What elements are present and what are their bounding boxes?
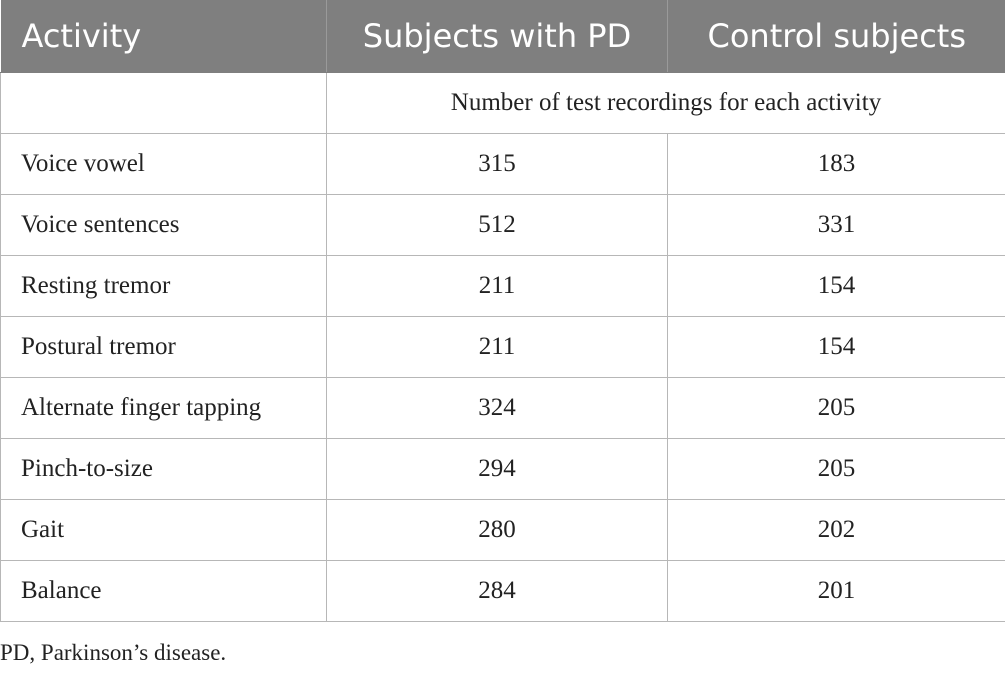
control-count-cell: 201 xyxy=(668,561,1005,622)
control-count-cell: 331 xyxy=(668,195,1005,256)
header-control-subjects: Control subjects xyxy=(668,0,1005,73)
table-row xyxy=(1,256,1005,317)
activity-cell: Alternate finger tapping xyxy=(1,378,327,439)
activity-cell: Voice vowel xyxy=(1,134,327,195)
control-count-cell: 205 xyxy=(668,439,1005,500)
table-row xyxy=(1,561,1005,622)
activity-cell: Postural tremor xyxy=(1,317,327,378)
pd-count-cell: 324 xyxy=(327,378,668,439)
pd-count-cell: 512 xyxy=(327,195,668,256)
subheader-row xyxy=(1,73,1005,134)
pd-count-cell: 294 xyxy=(327,439,668,500)
table-row xyxy=(1,134,1005,195)
subheader-label: Number of test recordings for each activity xyxy=(327,73,1005,134)
pd-count-cell: 284 xyxy=(327,561,668,622)
control-count-cell: 205 xyxy=(668,378,1005,439)
pd-count-cell: 211 xyxy=(327,256,668,317)
activity-cell: Voice sentences xyxy=(1,195,327,256)
activity-cell: Gait xyxy=(1,500,327,561)
activity-cell: Resting tremor xyxy=(1,256,327,317)
control-count-cell: 183 xyxy=(668,134,1005,195)
pd-count-cell: 315 xyxy=(327,134,668,195)
table-row xyxy=(1,317,1005,378)
table-row xyxy=(1,439,1005,500)
table-row xyxy=(1,195,1005,256)
table-row xyxy=(1,500,1005,561)
header-activity: Activity xyxy=(1,0,327,73)
control-count-cell: 202 xyxy=(668,500,1005,561)
table-header xyxy=(1,0,1005,73)
header-subjects-with-pd: Subjects with PD xyxy=(327,0,668,73)
pd-count-cell: 280 xyxy=(327,500,668,561)
control-count-cell: 154 xyxy=(668,317,1005,378)
activity-cell: Pinch-to-size xyxy=(1,439,327,500)
table-body xyxy=(1,73,1005,622)
subheader-empty-cell xyxy=(1,73,327,134)
pd-count-cell: 211 xyxy=(327,317,668,378)
table-footnote: PD, Parkinson’s disease. xyxy=(0,640,227,665)
control-count-cell: 154 xyxy=(668,256,1005,317)
table-row xyxy=(1,378,1005,439)
activity-cell: Balance xyxy=(1,561,327,622)
header-row xyxy=(1,0,1005,73)
